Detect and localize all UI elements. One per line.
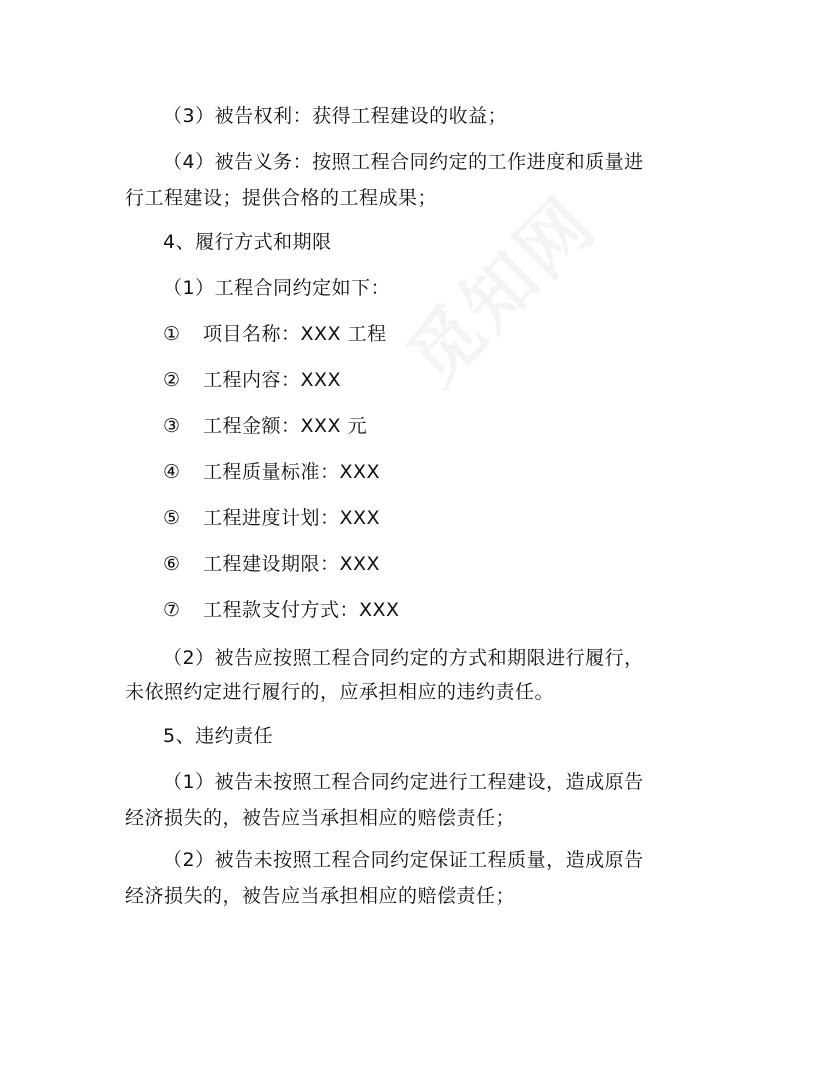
item-text: 工程质量标准：XXX	[203, 461, 381, 483]
list-item	[163, 322, 387, 346]
section-heading-4: 4、履行方式和期限	[163, 231, 332, 253]
item-text: 项目名称：XXX 工程	[203, 323, 387, 345]
item-text: 工程建设期限：XXX	[203, 553, 381, 575]
paragraph-defendant-duties-line1: （4）被告义务：按照工程合同约定的工作进度和质量进	[163, 151, 644, 173]
item-text: 工程金额：XXX 元	[203, 415, 368, 437]
item-number: ④	[163, 461, 181, 483]
paragraph-defendant-rights: （3）被告权利：获得工程建设的收益；	[163, 105, 508, 127]
item-number: ⑦	[163, 599, 181, 621]
list-item	[163, 598, 400, 622]
list-item	[163, 506, 380, 530]
item-number: ③	[163, 415, 181, 437]
section-heading-5: 5、违约责任	[163, 725, 274, 747]
item-number: ⑤	[163, 507, 181, 529]
list-item	[163, 414, 367, 438]
list-item	[163, 460, 380, 484]
item-number: ①	[163, 323, 181, 345]
list-item	[163, 552, 380, 576]
item-number: ②	[163, 369, 181, 391]
paragraph-liability-1-line2: 经济损失的，被告应当承担相应的赔偿责任；	[125, 807, 516, 829]
paragraph-performance-line2: 未依照约定进行履行的，应承担相应的违约责任。	[125, 681, 555, 703]
paragraph-defendant-duties-line2: 行工程建设；提供合格的工程成果；	[125, 187, 438, 209]
paragraph-liability-2-line2: 经济损失的，被告应当承担相应的赔偿责任；	[125, 885, 516, 907]
item-text: 工程内容：XXX	[203, 369, 342, 391]
paragraph-contract-terms: （1）工程合同约定如下：	[163, 277, 391, 299]
item-text: 工程进度计划：XXX	[203, 507, 381, 529]
paragraph-liability-2-line1: （2）被告未按照工程合同约定保证工程质量，造成原告	[163, 849, 644, 871]
item-text: 工程款支付方式：XXX	[203, 599, 400, 621]
paragraph-liability-1-line1: （1）被告未按照工程合同约定进行工程建设，造成原告	[163, 771, 644, 793]
list-item	[163, 368, 341, 392]
paragraph-performance-line1: （2）被告应按照工程合同约定的方式和期限进行履行，	[163, 647, 644, 669]
item-number: ⑥	[163, 553, 181, 575]
